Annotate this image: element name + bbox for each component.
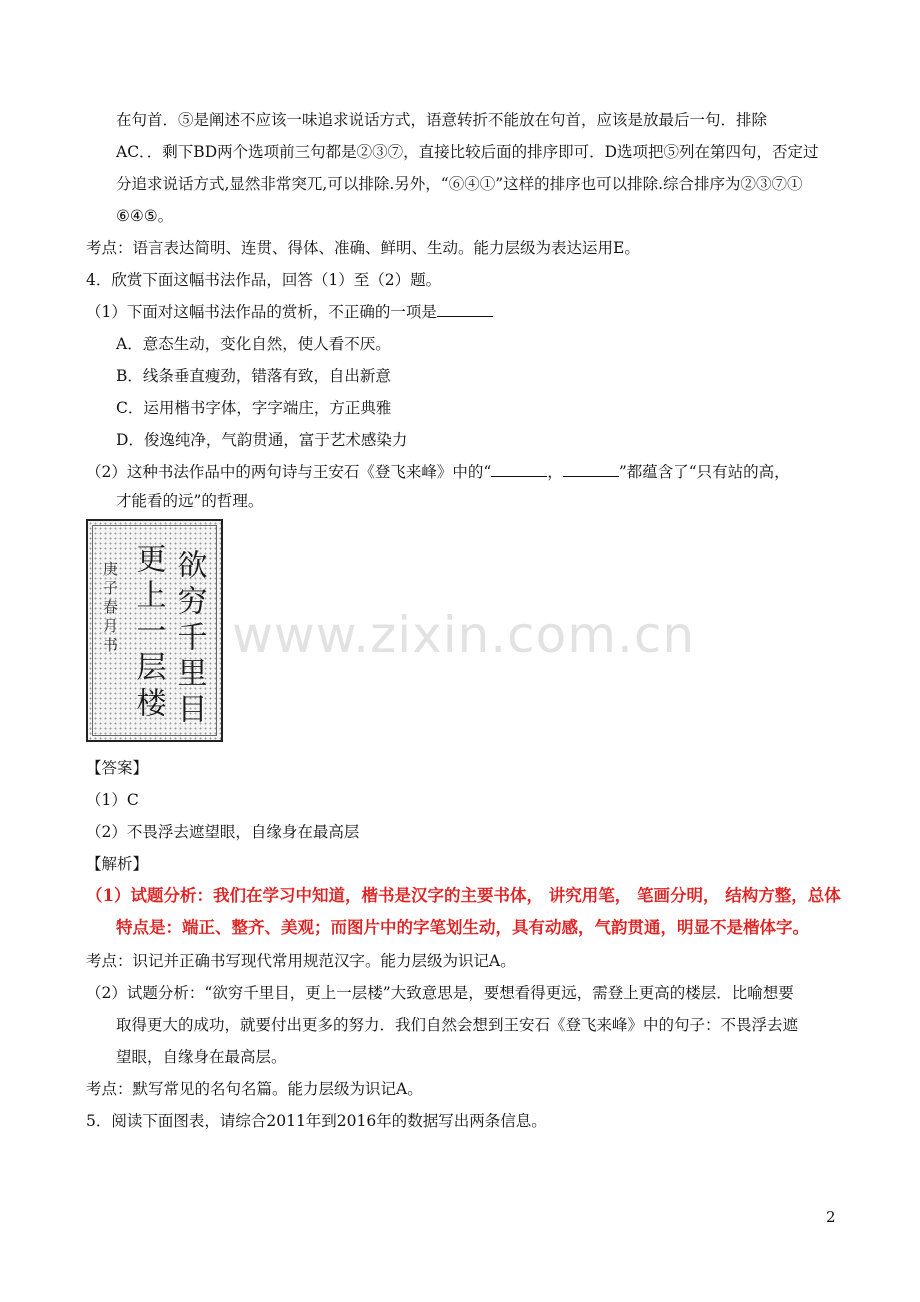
option-c: C．运用楷书字体，字字端庄，方正典雅 (116, 399, 392, 417)
calligraphy-column-1: 欲穷千里目 (171, 549, 207, 729)
paragraph-line: AC．．剩下BD两个选项前三句都是②③⑦，直接比较后面的排序即可．D选项把⑤列在第四句，否定过 (116, 143, 819, 161)
option-a: A．意态生动，变化自然，使人看不厌。 (116, 335, 391, 353)
option-b: B．线条垂直瘦劲，错落有致，自出新意 (116, 367, 391, 385)
question-4-stem: 4．欣赏下面这幅书法作品，回答（1）至（2）题。 (86, 271, 442, 289)
analysis-heading: 【解析】 (86, 855, 149, 873)
answer-heading: 【答案】 (86, 759, 149, 777)
watermark: www.zixin.com.cn (232, 606, 696, 664)
sub2-comma: ， (547, 463, 563, 481)
answer-2: （2）不畏浮去遮望眼，自缘身在最高层 (86, 823, 360, 841)
kaodian-note: 考点：语言表达简明、连贯、得体、准确、鲜明、生动。能力层级为表达运用E。 (86, 239, 640, 257)
answer-blank (437, 302, 493, 317)
calligraphy-artwork (88, 521, 225, 744)
analysis-paragraph-line: 取得更大的成功，就要付出更多的努力．我们自然会想到王安石《登飞来峰》中的句子：不畏浮去遮 (116, 1016, 799, 1034)
calligraphy-inscription: 庚子春月书 (101, 561, 119, 656)
analysis-red-line: （1）试题分析：我们在学习中知道，楷书是汉字的主要书体， 讲究用笔， 笔画分明， 结构方整，总体 (86, 886, 841, 905)
analysis-paragraph-line: （2）试题分析：“欲穷千里目，更上一层楼”大致意思是，要想看得更远，需登上更高的楼层．比喻想要 (86, 984, 794, 1002)
question-5-stem: 5．阅读下面图表，请综合2011年到2016年的数据写出两条信息。 (86, 1112, 547, 1130)
question-4-sub2-cont: 才能看的远”的哲理。 (116, 492, 264, 510)
question-4-sub2 (86, 461, 790, 483)
option-d: D．俊逸纯净，气韵贯通，富于艺术感染力 (116, 431, 408, 449)
answer-blank (491, 462, 547, 477)
analysis-paragraph-line: 望眼，自缘身在最高层。 (116, 1048, 287, 1066)
kaodian-note: 考点：默写常见的名句名篇。能力层级为识记A。 (86, 1080, 423, 1098)
calligraphy-column-2: 更上一层楼 (130, 543, 166, 723)
analysis-red-line: 特点是：端正、整齐、美观；而图片中的字笔划生动，具有动感，气韵贯通，明显不是楷体字。 (116, 918, 809, 937)
paragraph-line: ⑥④⑤。 (116, 207, 174, 225)
paragraph-line: 分追求说话方式,显然非常突兀,可以排除.另外，“⑥④①”这样的排序也可以排除.综合排序为②③⑦① (116, 175, 803, 193)
kaodian-note: 考点：识记并正确书写现代常用规范汉字。能力层级为识记A。 (86, 952, 516, 970)
calligraphy-image (86, 519, 223, 742)
question-4-sub1 (86, 301, 493, 323)
answer-blank (563, 462, 619, 477)
sub2-text-start: （2）这种书法作品中的两句诗与王安石《登飞来峰》中的“ (86, 463, 492, 481)
sub1-text: （1）下面对这幅书法作品的赏析，不正确的一项是 (86, 303, 437, 321)
sub2-text-end: ”都蕴含了“只有站的高， (618, 463, 790, 481)
page-number: 2 (826, 1208, 836, 1226)
paragraph-line: 在句首．⑤是阐述不应该一味追求说话方式，语意转折不能放在句首，应该是放最后一句．排除 (116, 111, 768, 129)
answer-1: （1）C (86, 791, 139, 809)
